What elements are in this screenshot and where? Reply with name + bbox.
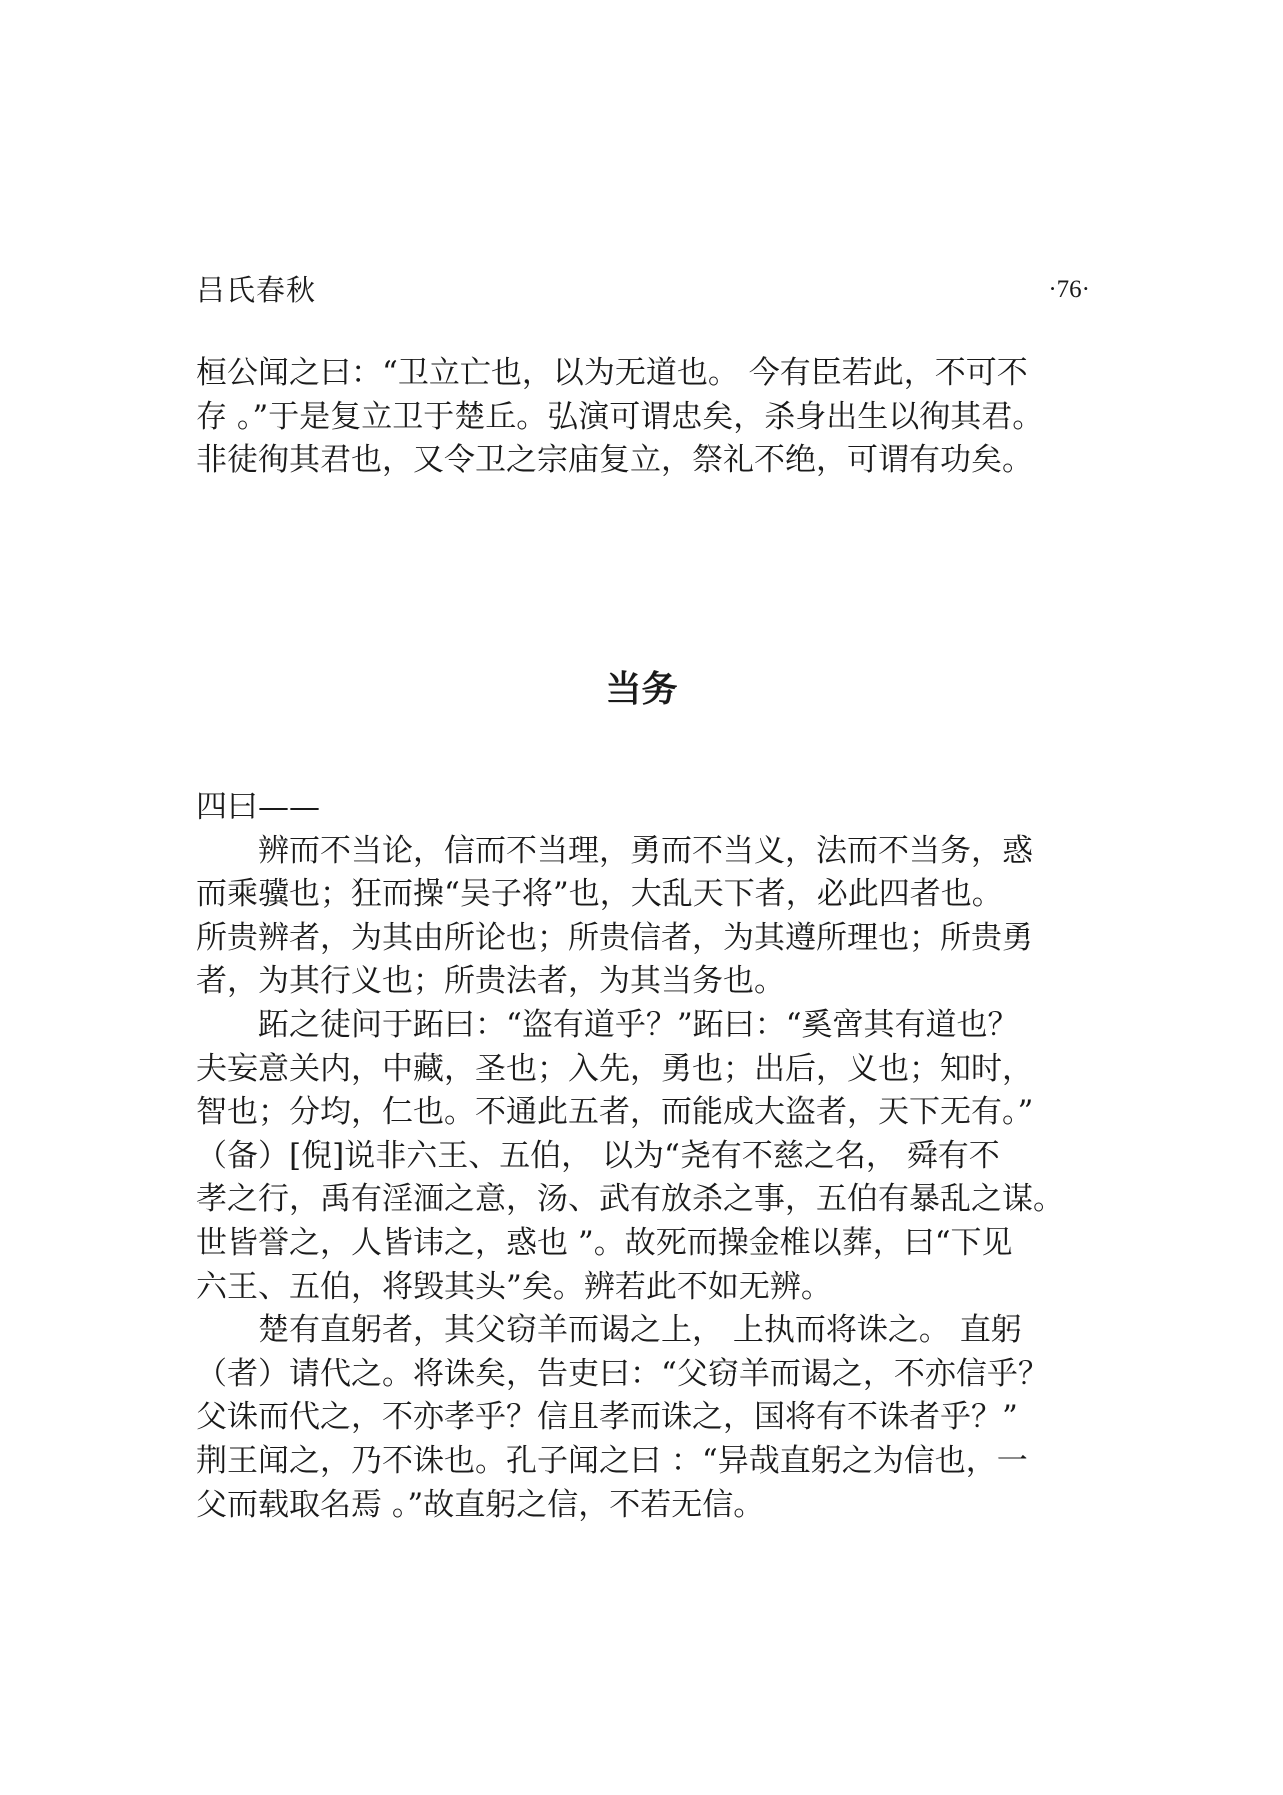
text-line: 智也；分均，仁也。不通此五者，而能成大盗者，天下无有。”: [196, 1094, 1034, 1131]
text-line: 存 。”于是复立卫于楚丘。弘演可谓忠矣，杀身出生以徇其君。: [196, 398, 1044, 435]
text-line: 者，为其行义也；所贵法者，为其当务也。: [196, 963, 785, 1000]
text-line: 非徒徇其君也，又令卫之宗庙复立，祭礼不绝，可谓有功矣。: [196, 442, 1033, 479]
text-line: （备）[倪]说非六王、五伯， 以为“尧有不慈之名， 舜有不: [196, 1137, 1000, 1174]
section-lead: 四曰——: [196, 789, 320, 825]
text-line: 荆王闻之，乃不诛也。孔子闻之曰 ：“异哉直躬之为信也，一: [196, 1442, 1028, 1479]
text-line: 世皆誉之，人皆讳之，惑也 ”。故死而操金椎以葬，曰“下见: [196, 1224, 1013, 1261]
text-line: 六王、五伯，将毁其头”矣。辨若此不如无辨。: [196, 1268, 832, 1305]
book-title: 吕氏春秋: [196, 273, 317, 307]
section-body: [196, 786, 1096, 1527]
text-line: 而乘骥也；狂而操“吴子将”也，大乱天下者，必此四者也。: [196, 876, 1003, 913]
text-line: 孝之行，禹有淫湎之意，汤、武有放杀之事，五伯有暴乱之谋。: [196, 1181, 1064, 1218]
text-line: （者）请代之。将诛矣，告吏曰：“父窃羊而谒之，不亦信乎？: [196, 1355, 1049, 1392]
section-title: 当务: [605, 669, 678, 710]
text-line: 夫妄意关内，中藏，圣也；入先，勇也；出后，义也；知时，: [196, 1050, 1033, 1087]
text-line-indented: 辨而不当论，信而不当理，勇而不当义，法而不当务，惑: [258, 832, 1033, 869]
text-line-indented: 跖之徒问于跖曰：“盗有道乎？”跖曰：“奚啻其有道也？: [258, 1006, 1019, 1043]
text-line: 所贵辨者，为其由所论也；所贵信者，为其遵所理也；所贵勇: [196, 919, 1033, 956]
text-line: 桓公闻之曰：“卫立亡也，以为无道也。 今有臣若此，不可不: [196, 355, 1028, 391]
paragraph-2: [196, 1004, 1096, 1309]
text-line-indented: 楚有直躬者，其父窃羊而谒之上， 上执而将诛之。 直躬: [258, 1312, 1022, 1349]
paragraph-1: [196, 830, 1096, 1004]
text-line: 父诛而代之，不亦孝乎？信且孝而诛之，国将有不诛者乎？”: [196, 1399, 1018, 1436]
page-number: ·76·: [1048, 276, 1090, 303]
text-line: 父而载取名焉 。”故直躬之信，不若无信。: [196, 1486, 765, 1523]
paragraph-3: [196, 1309, 1096, 1527]
previous-section-paragraph: [196, 352, 1096, 483]
running-header: [196, 270, 1090, 310]
